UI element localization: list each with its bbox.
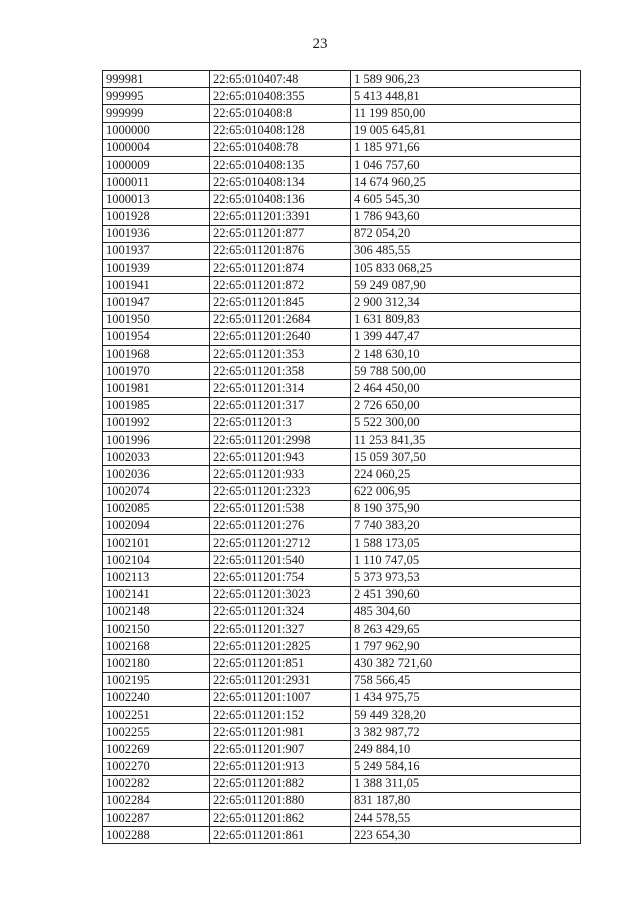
- cadastral-number-cell: 22:65:010408:135: [210, 156, 351, 173]
- table-row: [103, 827, 581, 844]
- value-cell: 4 605 545,30: [351, 191, 581, 208]
- value-cell: 622 006,95: [351, 483, 581, 500]
- value-cell: 1 434 975,75: [351, 689, 581, 706]
- value-cell: 11 253 841,35: [351, 431, 581, 448]
- value-cell: 5 373 973,53: [351, 569, 581, 586]
- value-cell: 1 786 943,60: [351, 208, 581, 225]
- row-id-cell: 1002269: [103, 741, 210, 758]
- value-cell: 5 413 448,81: [351, 88, 581, 105]
- table-row: [103, 414, 581, 431]
- table-row: [103, 810, 581, 827]
- table-row: [103, 638, 581, 655]
- row-id-cell: 1002113: [103, 569, 210, 586]
- value-cell: 2 900 312,34: [351, 294, 581, 311]
- table-row: [103, 242, 581, 259]
- cadastral-number-cell: 22:65:011201:876: [210, 242, 351, 259]
- table-row: [103, 380, 581, 397]
- table-row: [103, 517, 581, 534]
- row-id-cell: 1001985: [103, 397, 210, 414]
- table-row: [103, 277, 581, 294]
- row-id-cell: 1001968: [103, 346, 210, 363]
- cadastral-number-cell: 22:65:011201:862: [210, 810, 351, 827]
- value-cell: 105 833 068,25: [351, 260, 581, 277]
- value-cell: 249 884,10: [351, 741, 581, 758]
- value-cell: 306 485,55: [351, 242, 581, 259]
- value-cell: 2 148 630,10: [351, 346, 581, 363]
- cadastral-number-cell: 22:65:010407:48: [210, 71, 351, 88]
- row-id-cell: 1001936: [103, 225, 210, 242]
- value-cell: 11 199 850,00: [351, 105, 581, 122]
- table-row: [103, 105, 581, 122]
- table-row: [103, 431, 581, 448]
- cadastral-number-cell: 22:65:011201:3: [210, 414, 351, 431]
- table-row: [103, 655, 581, 672]
- table-row: [103, 706, 581, 723]
- value-cell: 430 382 721,60: [351, 655, 581, 672]
- cadastral-number-cell: 22:65:011201:981: [210, 724, 351, 741]
- cadastral-number-cell: 22:65:011201:358: [210, 363, 351, 380]
- row-id-cell: 999999: [103, 105, 210, 122]
- cadastral-number-cell: 22:65:011201:152: [210, 706, 351, 723]
- value-cell: 1 589 906,23: [351, 71, 581, 88]
- table-row: [103, 466, 581, 483]
- row-id-cell: 1002288: [103, 827, 210, 844]
- cadastral-number-cell: 22:65:011201:276: [210, 517, 351, 534]
- value-cell: 244 578,55: [351, 810, 581, 827]
- cadastral-number-cell: 22:65:011201:317: [210, 397, 351, 414]
- table-row: [103, 363, 581, 380]
- table-row: [103, 758, 581, 775]
- value-cell: 224 060,25: [351, 466, 581, 483]
- row-id-cell: 1001996: [103, 431, 210, 448]
- row-id-cell: 1002195: [103, 672, 210, 689]
- table-row: [103, 208, 581, 225]
- table-row: [103, 689, 581, 706]
- row-id-cell: 1001937: [103, 242, 210, 259]
- row-id-cell: 999995: [103, 88, 210, 105]
- row-id-cell: 1000009: [103, 156, 210, 173]
- cadastral-number-cell: 22:65:010408:136: [210, 191, 351, 208]
- row-id-cell: 1002148: [103, 603, 210, 620]
- table-row: [103, 260, 581, 277]
- cadastral-number-cell: 22:65:010408:78: [210, 139, 351, 156]
- table-row: [103, 586, 581, 603]
- value-cell: 1 631 809,83: [351, 311, 581, 328]
- cadastral-number-cell: 22:65:011201:2684: [210, 311, 351, 328]
- table-row: [103, 71, 581, 88]
- table-body: [103, 71, 581, 844]
- row-id-cell: 1002255: [103, 724, 210, 741]
- table-row: [103, 500, 581, 517]
- value-cell: 59 788 500,00: [351, 363, 581, 380]
- cadastral-number-cell: 22:65:010408:355: [210, 88, 351, 105]
- table-row: [103, 603, 581, 620]
- value-cell: 14 674 960,25: [351, 174, 581, 191]
- table-row: [103, 741, 581, 758]
- cadastre-table: [102, 70, 581, 844]
- value-cell: 19 005 645,81: [351, 122, 581, 139]
- row-id-cell: 1001970: [103, 363, 210, 380]
- row-id-cell: 1001947: [103, 294, 210, 311]
- cadastral-number-cell: 22:65:011201:2640: [210, 328, 351, 345]
- table-row: [103, 346, 581, 363]
- row-id-cell: 1002101: [103, 535, 210, 552]
- row-id-cell: 999981: [103, 71, 210, 88]
- table-row: [103, 328, 581, 345]
- row-id-cell: 1000011: [103, 174, 210, 191]
- cadastral-number-cell: 22:65:010408:134: [210, 174, 351, 191]
- value-cell: 3 382 987,72: [351, 724, 581, 741]
- value-cell: 8 263 429,65: [351, 621, 581, 638]
- row-id-cell: 1002141: [103, 586, 210, 603]
- row-id-cell: 1001981: [103, 380, 210, 397]
- cadastral-number-cell: 22:65:010408:8: [210, 105, 351, 122]
- value-cell: 1 588 173,05: [351, 535, 581, 552]
- row-id-cell: 1002036: [103, 466, 210, 483]
- cadastral-number-cell: 22:65:011201:882: [210, 775, 351, 792]
- row-id-cell: 1002287: [103, 810, 210, 827]
- table-row: [103, 139, 581, 156]
- cadastral-number-cell: 22:65:011201:353: [210, 346, 351, 363]
- row-id-cell: 1001954: [103, 328, 210, 345]
- cadastral-number-cell: 22:65:011201:913: [210, 758, 351, 775]
- table-row: [103, 88, 581, 105]
- table-row: [103, 724, 581, 741]
- row-id-cell: 1001992: [103, 414, 210, 431]
- value-cell: 1 046 757,60: [351, 156, 581, 173]
- cadastral-number-cell: 22:65:011201:872: [210, 277, 351, 294]
- row-id-cell: 1001928: [103, 208, 210, 225]
- cadastral-number-cell: 22:65:011201:324: [210, 603, 351, 620]
- table-row: [103, 483, 581, 500]
- cadastral-number-cell: 22:65:011201:538: [210, 500, 351, 517]
- value-cell: 2 464 450,00: [351, 380, 581, 397]
- table-row: [103, 156, 581, 173]
- cadastral-number-cell: 22:65:011201:540: [210, 552, 351, 569]
- table-row: [103, 792, 581, 809]
- value-cell: 59 249 087,90: [351, 277, 581, 294]
- table-row: [103, 552, 581, 569]
- cadastral-number-cell: 22:65:011201:3391: [210, 208, 351, 225]
- row-id-cell: 1002104: [103, 552, 210, 569]
- value-cell: 1 388 311,05: [351, 775, 581, 792]
- table-row: [103, 225, 581, 242]
- row-id-cell: 1001941: [103, 277, 210, 294]
- table-row: [103, 191, 581, 208]
- row-id-cell: 1001950: [103, 311, 210, 328]
- value-cell: 1 110 747,05: [351, 552, 581, 569]
- cadastral-number-cell: 22:65:011201:874: [210, 260, 351, 277]
- cadastral-number-cell: 22:65:011201:314: [210, 380, 351, 397]
- cadastral-number-cell: 22:65:011201:943: [210, 449, 351, 466]
- cadastral-number-cell: 22:65:011201:2931: [210, 672, 351, 689]
- cadastral-number-cell: 22:65:011201:851: [210, 655, 351, 672]
- value-cell: 1 399 447,47: [351, 328, 581, 345]
- row-id-cell: 1002085: [103, 500, 210, 517]
- row-id-cell: 1002074: [103, 483, 210, 500]
- table-row: [103, 311, 581, 328]
- table-row: [103, 775, 581, 792]
- row-id-cell: 1002168: [103, 638, 210, 655]
- value-cell: 5 249 584,16: [351, 758, 581, 775]
- cadastral-number-cell: 22:65:011201:877: [210, 225, 351, 242]
- value-cell: 59 449 328,20: [351, 706, 581, 723]
- cadastral-number-cell: 22:65:011201:2323: [210, 483, 351, 500]
- cadastral-number-cell: 22:65:010408:128: [210, 122, 351, 139]
- row-id-cell: 1002282: [103, 775, 210, 792]
- row-id-cell: 1000000: [103, 122, 210, 139]
- table-row: [103, 122, 581, 139]
- page-number: 23: [312, 36, 328, 52]
- value-cell: 7 740 383,20: [351, 517, 581, 534]
- value-cell: 15 059 307,50: [351, 449, 581, 466]
- row-id-cell: 1001939: [103, 260, 210, 277]
- cadastral-number-cell: 22:65:011201:861: [210, 827, 351, 844]
- value-cell: 1 185 971,66: [351, 139, 581, 156]
- cadastral-number-cell: 22:65:011201:3023: [210, 586, 351, 603]
- row-id-cell: 1002251: [103, 706, 210, 723]
- value-cell: 2 451 390,60: [351, 586, 581, 603]
- row-id-cell: 1002284: [103, 792, 210, 809]
- row-id-cell: 1002270: [103, 758, 210, 775]
- row-id-cell: 1002033: [103, 449, 210, 466]
- row-id-cell: 1000013: [103, 191, 210, 208]
- cadastral-number-cell: 22:65:011201:754: [210, 569, 351, 586]
- row-id-cell: 1000004: [103, 139, 210, 156]
- value-cell: 5 522 300,00: [351, 414, 581, 431]
- cadastral-number-cell: 22:65:011201:2998: [210, 431, 351, 448]
- cadastral-number-cell: 22:65:011201:933: [210, 466, 351, 483]
- table-row: [103, 397, 581, 414]
- value-cell: 223 654,30: [351, 827, 581, 844]
- cadastral-number-cell: 22:65:011201:2825: [210, 638, 351, 655]
- cadastral-number-cell: 22:65:011201:880: [210, 792, 351, 809]
- cadastral-number-cell: 22:65:011201:907: [210, 741, 351, 758]
- table-row: [103, 449, 581, 466]
- value-cell: 8 190 375,90: [351, 500, 581, 517]
- table-row: [103, 672, 581, 689]
- table-row: [103, 621, 581, 638]
- row-id-cell: 1002180: [103, 655, 210, 672]
- value-cell: 872 054,20: [351, 225, 581, 242]
- value-cell: 485 304,60: [351, 603, 581, 620]
- table-row: [103, 535, 581, 552]
- row-id-cell: 1002240: [103, 689, 210, 706]
- cadastral-number-cell: 22:65:011201:1007: [210, 689, 351, 706]
- cadastral-number-cell: 22:65:011201:2712: [210, 535, 351, 552]
- table-row: [103, 569, 581, 586]
- value-cell: 758 566,45: [351, 672, 581, 689]
- cadastral-number-cell: 22:65:011201:327: [210, 621, 351, 638]
- cadastral-number-cell: 22:65:011201:845: [210, 294, 351, 311]
- row-id-cell: 1002094: [103, 517, 210, 534]
- row-id-cell: 1002150: [103, 621, 210, 638]
- value-cell: 1 797 962,90: [351, 638, 581, 655]
- value-cell: 2 726 650,00: [351, 397, 581, 414]
- table-row: [103, 174, 581, 191]
- value-cell: 831 187,80: [351, 792, 581, 809]
- table-row: [103, 294, 581, 311]
